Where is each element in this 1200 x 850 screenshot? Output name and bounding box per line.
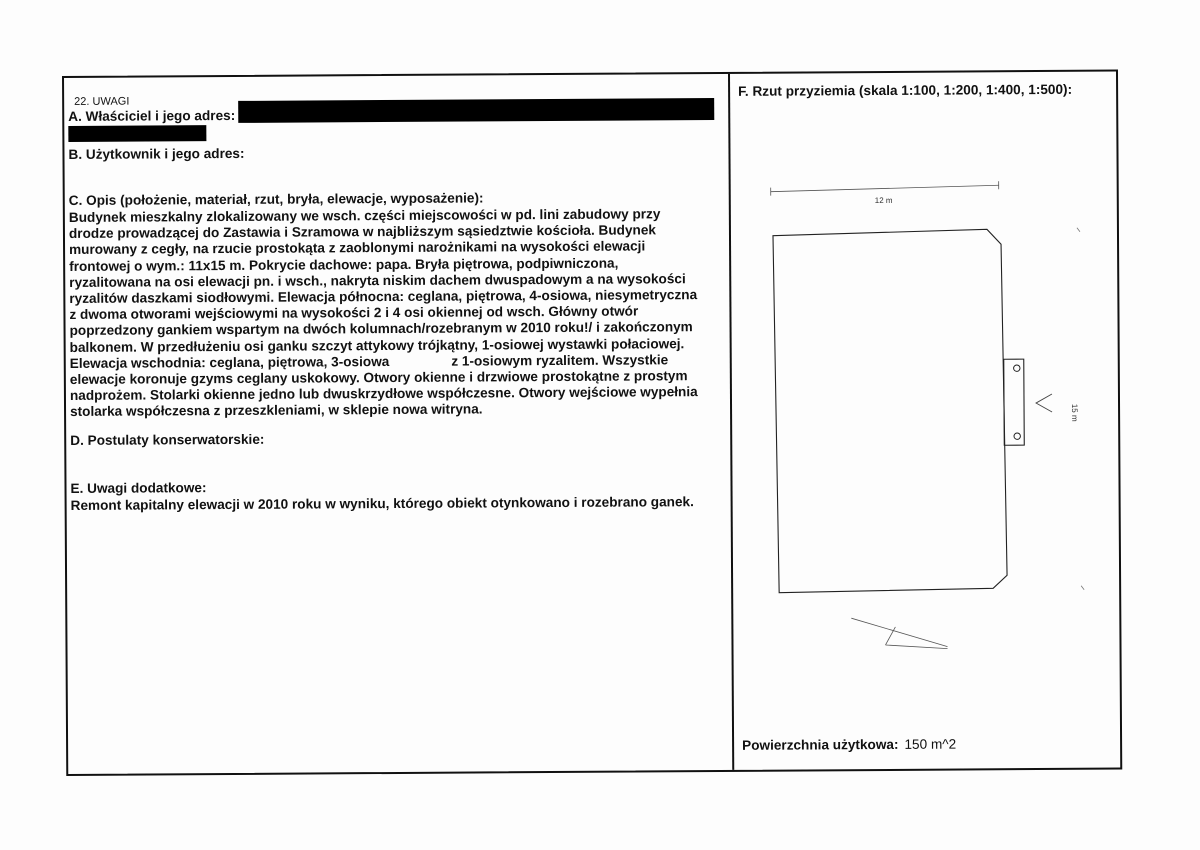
owner-redaction-2: [68, 125, 206, 142]
description-line-continuation: z 1-osiowym ryzalitem. Wszystkie: [451, 352, 669, 369]
description-line: murowany z cegły, na rzucie prostokąta z zaoblonymi narożnikami na wysokości elewacji: [69, 238, 646, 258]
remarks-label: E. Uwagi dodatkowe:: [70, 480, 207, 496]
description-line: z dwoma otworami wejściowymi na wysokości 2 i 4 osi okiennej od wsch. Główny otwór: [69, 303, 639, 323]
north-arrow-icon: [885, 645, 947, 649]
postulates-label: D. Postulaty konserwatorskie:: [70, 431, 265, 448]
user-label: B. Użytkownik i jego adres:: [68, 145, 245, 162]
ground-plan-section: [730, 72, 1120, 770]
section-number: 22. UWAGI: [74, 95, 130, 108]
north-arrow-icon: [851, 618, 947, 648]
usable-area-value: 150 m^2: [904, 736, 957, 752]
description-label: C. Opis (położenie, materiał, rzut, bryła, elewacje, wyposażenie):: [68, 190, 484, 208]
entrance-arrow-icon: [1036, 394, 1052, 412]
column-circle: [1014, 433, 1020, 439]
length-label: 15 m: [1070, 403, 1080, 422]
description-line: Budynek mieszkalny zlokalizowany we wsch. części miejscowości w pd. lini zabudowy przy: [68, 206, 661, 225]
ground-plan-drawing: [730, 72, 1120, 734]
risalit-outline: [1004, 359, 1025, 445]
building-outline: [773, 229, 1007, 592]
description-line: ryzalitów daszkami siodłowymi. Elewacja północna: ceglana, piętrowa, 4-osiowa, niesymetryczna: [69, 287, 698, 306]
column-circle: [1014, 365, 1020, 371]
remarks-text: Remont kapitalny elewacji w 2010 roku w wyniku, którego obiekt otynkowano i rozebrano ganek.: [70, 494, 694, 513]
usable-area-label: Powierzchnia użytkowa:: [742, 736, 899, 753]
tick-mark: [1081, 586, 1084, 590]
width-dimension-line: [771, 185, 999, 191]
description-line: ryzalitowana na osi elewacji pn. i wsch., nakryta niskim dachem dwuspadowym a na wysokości: [69, 271, 686, 290]
description-line: poprzedzony gankiem wspartym na dwóch kolumnach/rozebranym w 2010 roku!/ i zakończonym: [69, 319, 693, 339]
inventory-card-sheet: [62, 70, 1122, 776]
description-line: balkonem. W przedłużeniu osi ganku szczyt attykowy trójkątny, 1-osiowej wystawki połaciowej.: [69, 335, 685, 355]
ground-plan-title: F. Rzut przyziemia (skala 1:100, 1:200, 1:400, 1:500):: [738, 81, 1073, 99]
width-label: 12 m: [874, 195, 893, 206]
description-line: nadprożem. Stolarki okienne jedno lub dwuskrzydłowe współczesne. Otwory wejściowe wypełnia: [69, 384, 698, 404]
owner-label: A. Właściciel i jego adres:: [68, 107, 236, 124]
description-text: [69, 206, 730, 421]
usable-area: [742, 737, 956, 753]
description-line: stolarka współczesna z przeszkleniami, w sklepie nowa witryna.: [70, 401, 483, 420]
description-line: frontowej o wym.: 11x15 m. Pokrycie dachowe: papa. Bryła piętrowa, podpiwniczona,: [69, 255, 619, 274]
description-line: drodze prowadzącej do Zastawia i Szramowa w najbliższym sąsiedztwie kościoła. Budynek: [68, 222, 656, 242]
owner-redaction: [238, 98, 714, 123]
tick-mark: [1077, 228, 1080, 232]
remarks-section: [64, 74, 734, 774]
description-line: elewacje koronuje gzyms ceglany uskokowy. Otwory okienne i drzwiowe prostokątne z prostym: [69, 368, 688, 387]
description-line: Elewacja wschodnia: ceglana, piętrowa, 3-osiowa: [69, 353, 390, 371]
